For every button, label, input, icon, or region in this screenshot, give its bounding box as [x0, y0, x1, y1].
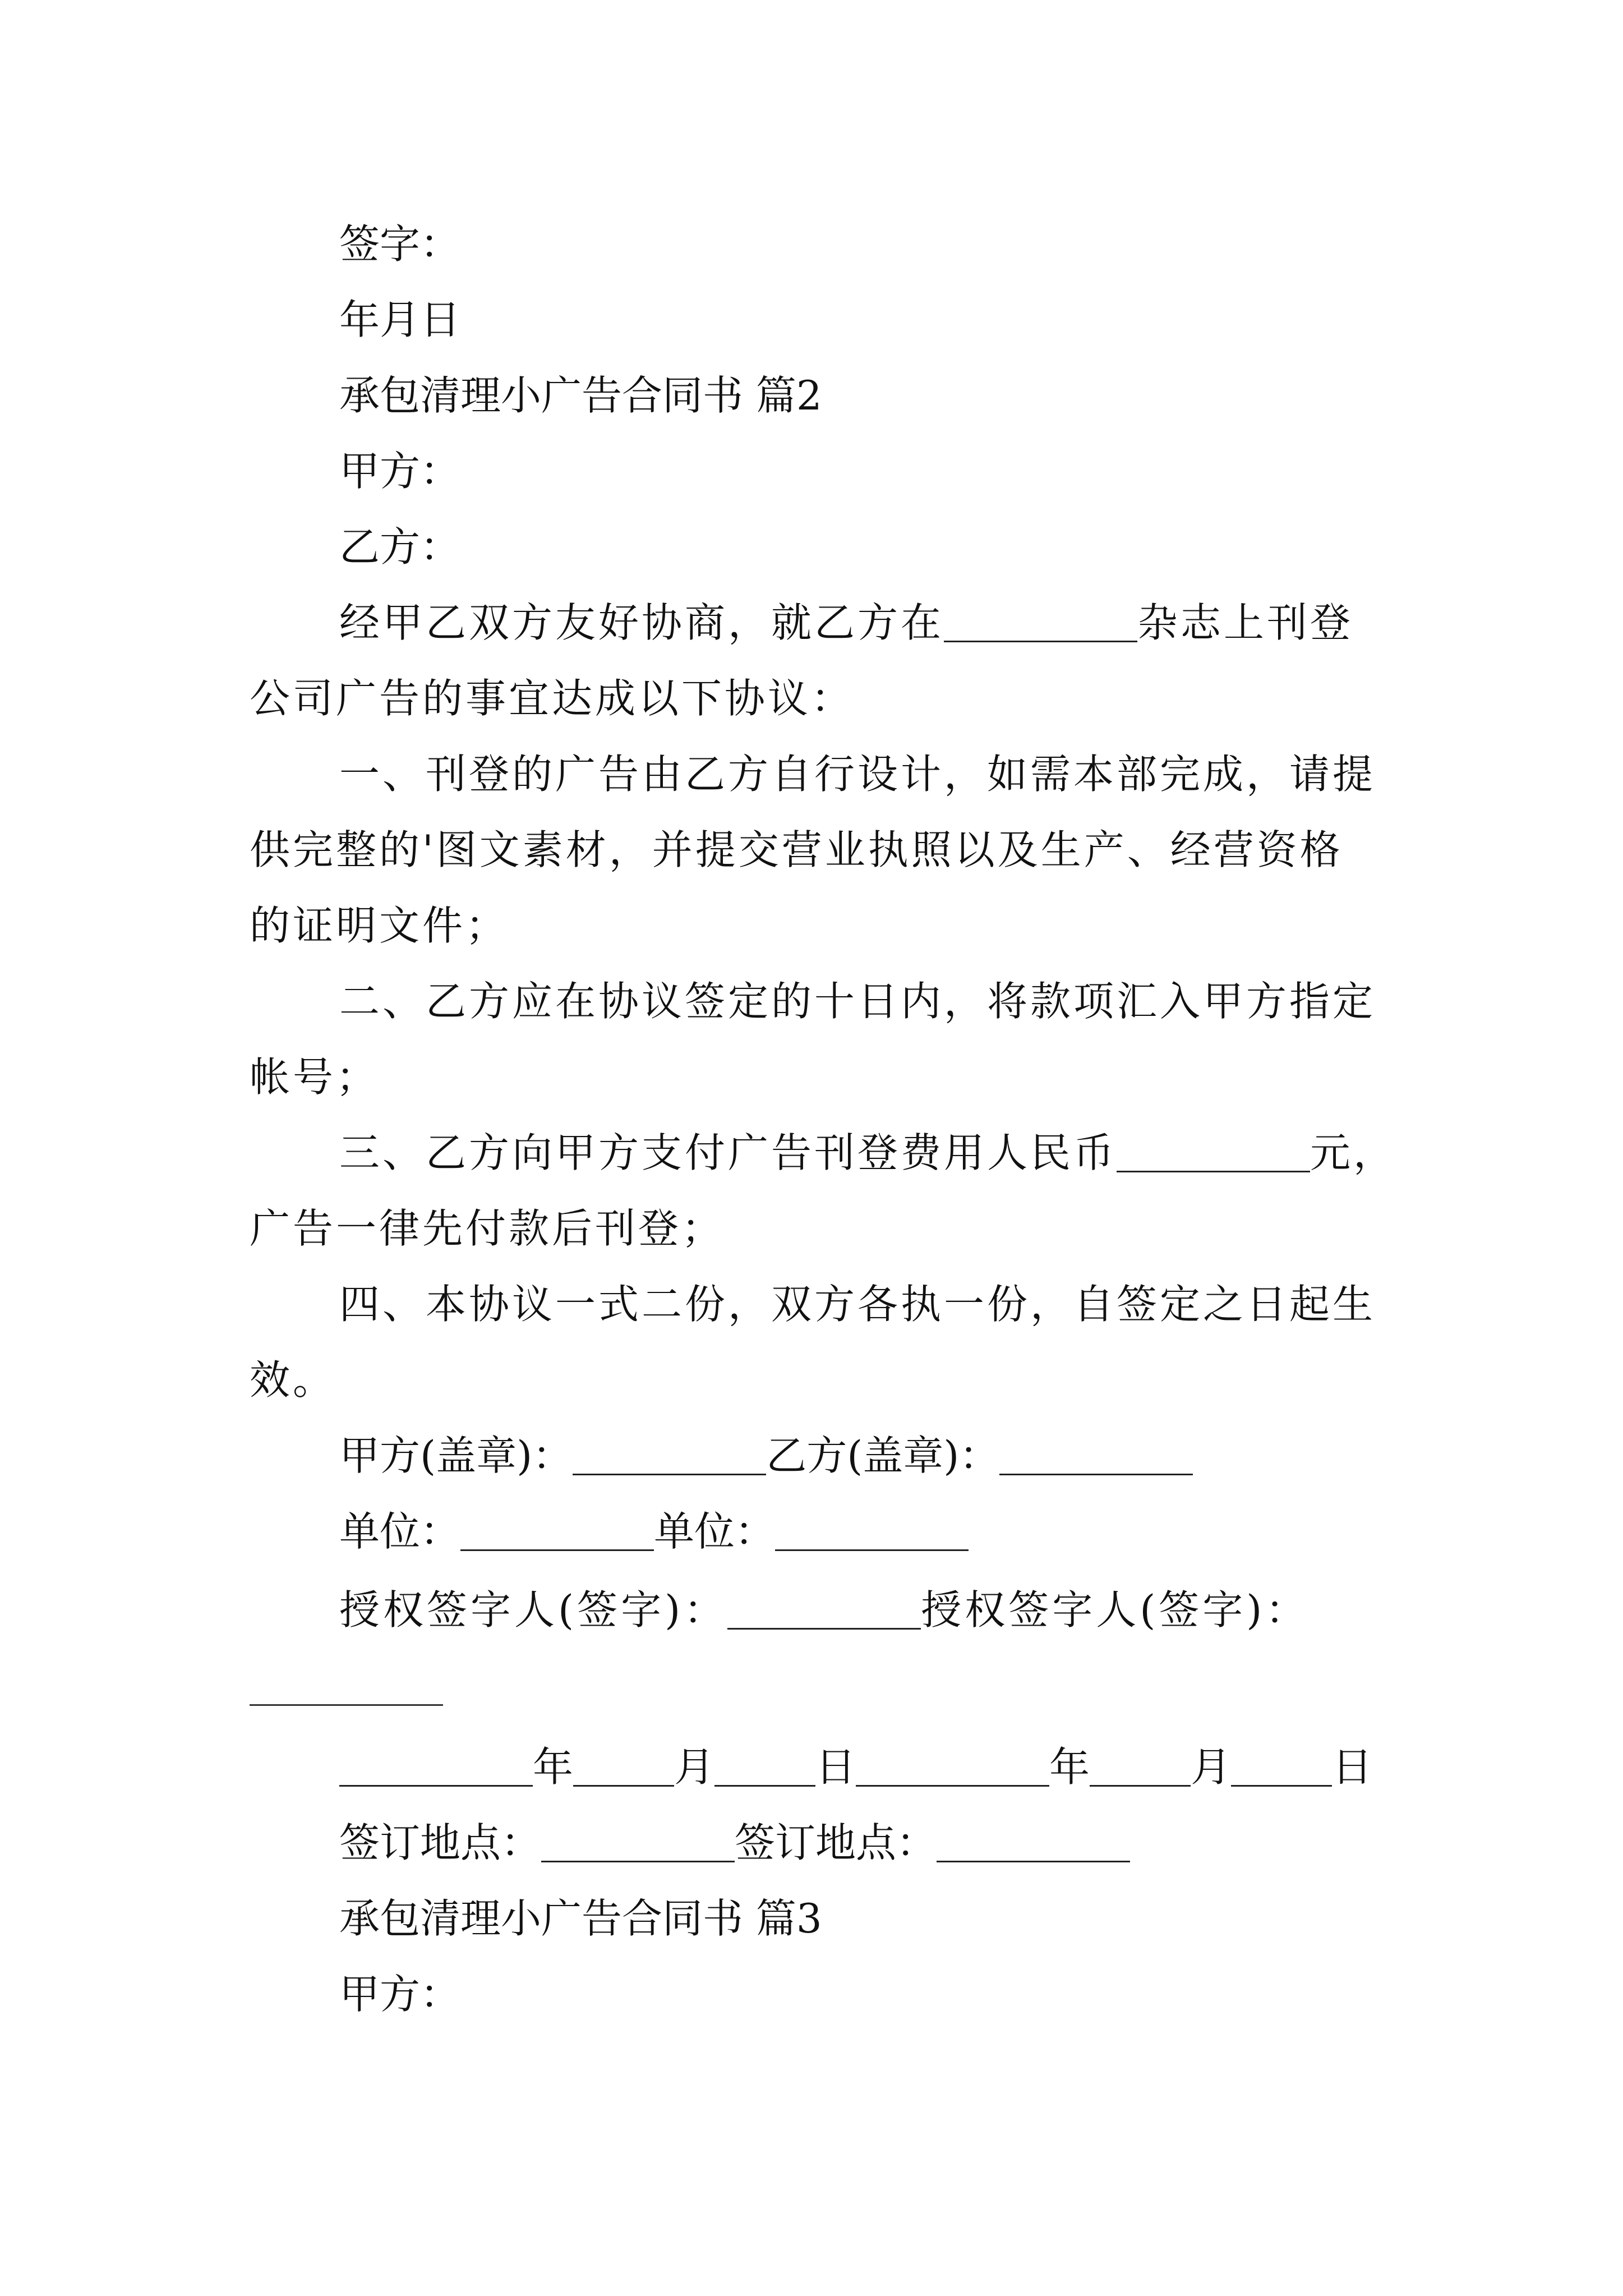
- party-b-place-blank: [937, 1860, 1130, 1862]
- clause-1-line-2: 供完整的'图文素材，并提交营业执照以及生产、经营资格: [250, 826, 1343, 873]
- signing-place-line: [339, 1815, 1130, 1871]
- party-a-day-blank: [714, 1784, 815, 1787]
- party-b-year-blank: [856, 1784, 1049, 1787]
- party-a-unit-label: 单位：: [339, 1508, 461, 1555]
- party-a-place-label: 签订地点：: [339, 1819, 542, 1866]
- party-b-month-blank: [1090, 1784, 1191, 1787]
- party-a-seal-blank: [573, 1473, 766, 1475]
- party-b-place-label: 签订地点：: [735, 1819, 937, 1866]
- authorized-signer-line: [339, 1582, 1309, 1638]
- party-b-signer-label: 授权签字人(签字)：: [921, 1586, 1310, 1634]
- clause-2-line-1: 二、乙方应在协议签定的十日内，将款项汇入甲方指定: [339, 978, 1376, 1025]
- seal-line: [339, 1428, 1193, 1484]
- party-b-unit-blank: [775, 1549, 969, 1551]
- intro-paragraph-line-2: 公司广告的事宜达成以下协议：: [250, 675, 855, 722]
- party-a-month-blank: [573, 1784, 674, 1787]
- clause-4-line-1: 四、本协议一式二份，双方各执一份，自签定之日起生: [339, 1281, 1376, 1328]
- party-a-seal-label: 甲方(盖章)：: [339, 1432, 573, 1479]
- magazine-name-blank: [944, 640, 1137, 642]
- party-b-seal-label: 乙方(盖章)：: [766, 1432, 1000, 1479]
- party-a-place-blank: [541, 1860, 735, 1862]
- party-a-day-label: 日: [815, 1743, 856, 1791]
- party-a-year-label: 年: [533, 1743, 574, 1791]
- clause-1-line-3: 的证明文件；: [250, 902, 509, 949]
- party-a-label: 甲方：: [339, 448, 461, 495]
- intro-text-b: 杂志上刊登: [1137, 599, 1354, 646]
- party-b-seal-blank: [999, 1473, 1193, 1475]
- section-3-party-a-label: 甲方：: [339, 1971, 461, 2018]
- intro-text-a: 经甲乙双方友好协商，就乙方在: [339, 599, 944, 646]
- clause-3-text-b: 元，: [1310, 1129, 1397, 1176]
- clause-3-line-2: 广告一律先付款后刊登；: [250, 1205, 725, 1252]
- date-blanks-line: [339, 1739, 1372, 1795]
- party-a-month-label: 月: [674, 1743, 715, 1791]
- party-a-unit-blank: [460, 1549, 654, 1551]
- party-b-year-label: 年: [1049, 1743, 1090, 1791]
- intro-paragraph-line-1: [339, 595, 1353, 651]
- party-b-month-label: 月: [1191, 1743, 1232, 1791]
- party-a-signer-label: 授权签字人(签字)：: [339, 1586, 728, 1634]
- party-a-year-blank: [339, 1784, 533, 1787]
- signature-label: 签字：: [339, 220, 461, 268]
- party-b-day-blank: [1231, 1784, 1332, 1787]
- section-3-title: 承包清理小广告合同书 篇3: [339, 1895, 822, 1942]
- date-label: 年月日: [339, 296, 461, 343]
- unit-line: [339, 1503, 969, 1559]
- party-b-day-label: 日: [1332, 1743, 1373, 1791]
- clause-2-line-2: 帐号；: [250, 1053, 380, 1101]
- party-b-label: 乙方：: [339, 523, 461, 570]
- clause-3-line-1: [339, 1125, 1396, 1181]
- party-b-unit-label: 单位：: [654, 1508, 776, 1555]
- clause-1-line-1: 一、刊登的广告由乙方自行设计，如需本部完成，请提: [339, 751, 1376, 798]
- amount-blank: [1117, 1170, 1310, 1172]
- section-2-title: 承包清理小广告合同书 篇2: [339, 372, 822, 419]
- clause-4-line-2: 效。: [250, 1356, 336, 1404]
- clause-3-text-a: 三、乙方向甲方支付广告刊登费用人民币: [339, 1129, 1117, 1176]
- party-a-signer-blank: [727, 1627, 921, 1630]
- party-b-signer-blank: [250, 1704, 443, 1706]
